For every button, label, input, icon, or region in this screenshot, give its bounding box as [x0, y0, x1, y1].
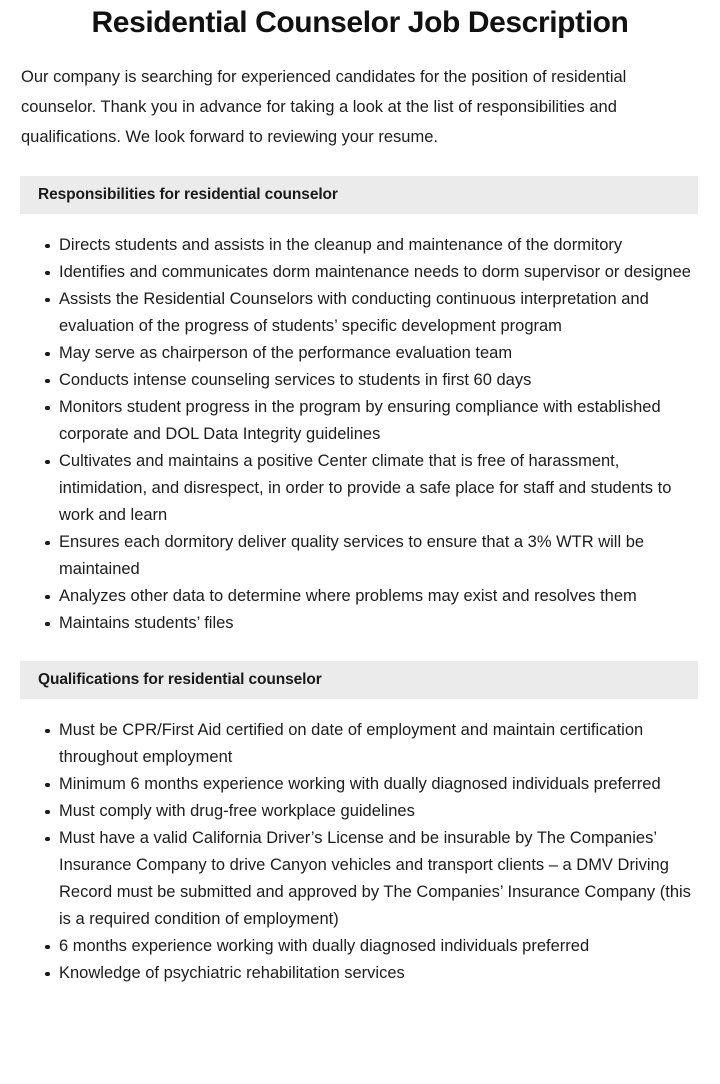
list-item: Minimum 6 months experience working with dually diagnosed individuals preferred	[45, 771, 698, 798]
list-item: Cultivates and maintains a positive Center climate that is free of harassment, intimidation, and disrespect, in order to provide a safe place for staff and students to work and learn	[45, 448, 698, 529]
list-item: 6 months experience working with dually diagnosed individuals preferred	[45, 933, 698, 960]
section-qualifications	[0, 661, 720, 987]
intro-paragraph: Our company is searching for experienced candidates for the position of residential counselor. Thank you in advance for taking a look at the list of responsibilities and qualifications. We look forward to reviewing your resume.	[21, 68, 627, 146]
list-item: Must have a valid California Driver’s License and be insurable by The Companies’ Insurance Company to drive Canyon vehicles and transport clients – a DMV Driving Record must be submitted and approved by The Companies’ Insurance Company (this is a required condition of employment)	[45, 825, 698, 933]
list-item: Monitors student progress in the program by ensuring compliance with established corporate and DOL Data Integrity guidelines	[45, 394, 698, 448]
section-responsibilities	[0, 176, 720, 637]
list-item: Directs students and assists in the cleanup and maintenance of the dormitory	[45, 232, 698, 259]
list-item: Identifies and communicates dorm maintenance needs to dorm supervisor or designee	[45, 259, 698, 286]
section-header-bar-responsibilities	[20, 176, 698, 214]
list-item: Maintains students’ files	[45, 610, 698, 637]
list-item: Must comply with drug-free workplace guidelines	[45, 798, 698, 825]
section-header-bar-qualifications	[20, 661, 698, 699]
qualifications-list	[0, 699, 720, 987]
list-item: Knowledge of psychiatric rehabilitation services	[45, 960, 698, 987]
responsibilities-list	[0, 214, 720, 637]
list-item: Conducts intense counseling services to students in first 60 days	[45, 367, 698, 394]
list-item: May serve as chairperson of the performance evaluation team	[45, 340, 698, 367]
bottom-spacer	[0, 987, 720, 1005]
section-heading-responsibilities: Responsibilities for residential counselor	[38, 186, 338, 203]
section-heading-qualifications: Qualifications for residential counselor	[38, 671, 322, 688]
list-item: Analyzes other data to determine where problems may exist and resolves them	[45, 583, 698, 610]
list-item: Must be CPR/First Aid certified on date of employment and maintain certification throughout employment	[45, 717, 698, 771]
list-item: Assists the Residential Counselors with conducting continuous interpretation and evaluation of the progress of students’ specific development program	[45, 286, 698, 340]
list-item: Ensures each dormitory deliver quality services to ensure that a 3% WTR will be maintained	[45, 529, 698, 583]
page-title: Residential Counselor Job Description	[91, 6, 629, 39]
